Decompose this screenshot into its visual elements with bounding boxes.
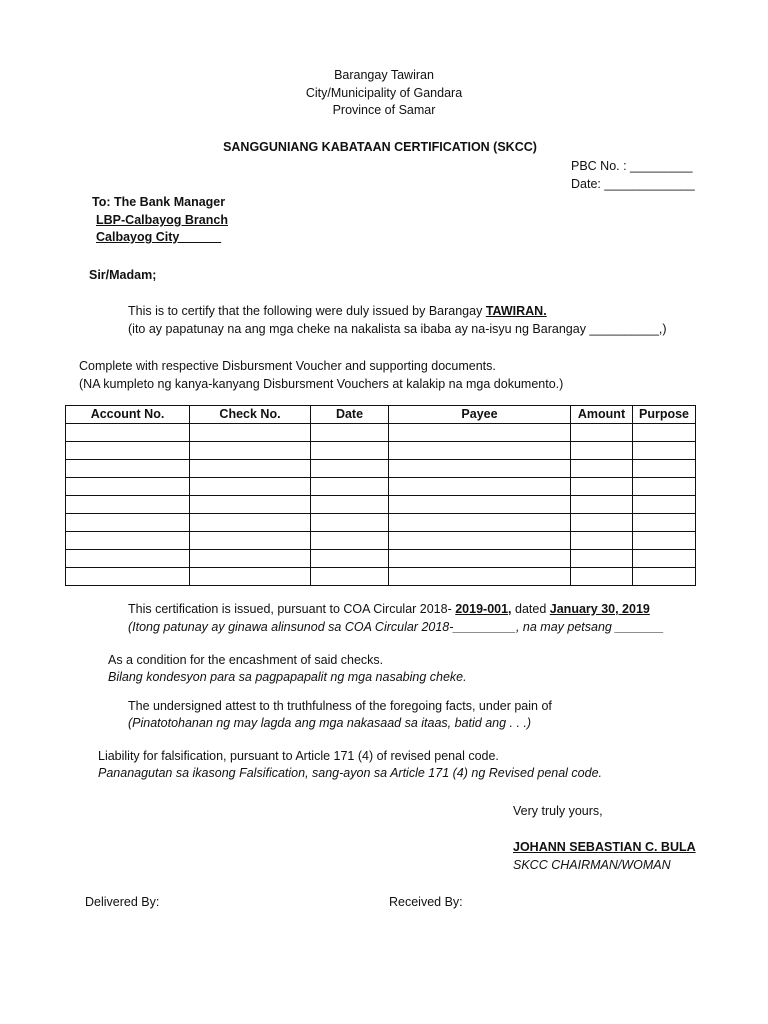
complete-statement: Complete with respective Disbursment Voucher and supporting documents. [79,359,496,373]
column-header: Date [311,406,389,424]
table-cell [66,460,190,478]
received-by-label: Received By: [389,895,463,909]
table-cell [633,460,696,478]
table-cell [571,442,633,460]
table-cell [66,442,190,460]
table-cell [389,478,571,496]
table-cell [311,424,389,442]
delivered-by-label: Delivered By: [85,895,160,909]
table-cell [389,424,571,442]
table-cell [311,514,389,532]
signatory-position: SKCC CHAIRMAN/WOMAN [513,858,671,872]
table-row [66,424,696,442]
table-row [66,514,696,532]
table-cell [190,532,311,550]
table-cell [633,496,696,514]
addressee-branch: LBP-Calbayog Branch [96,213,228,227]
liability-statement: Liability for falsification, pursuant to Article 171 (4) of revised penal code. [98,749,499,763]
salutation: Sir/Madam; [89,268,157,282]
table-row [66,550,696,568]
issued-dated: dated [511,602,550,616]
document-title: SANGGUNIANG KABATAAN CERTIFICATION (SKCC) [223,140,537,154]
table-cell [311,496,389,514]
liability-translation: Pananagutan sa ikasong Falsification, sang-ayon sa Article 171 (4) ng Revised penal code. [98,766,603,780]
table-cell [633,514,696,532]
table-cell [571,460,633,478]
addressee-title: To: The Bank Manager [92,195,226,209]
table-cell [66,532,190,550]
checks-table [65,405,696,586]
table-cell [66,514,190,532]
condition-translation: Bilang kondesyon para sa pagpapapalit ng mga nasabing cheke. [108,670,467,684]
table-cell [190,442,311,460]
column-header: Check No. [190,406,311,424]
table-cell [311,568,389,586]
municipality-name: City/Municipality of Gandara [305,86,463,100]
table-cell [190,424,311,442]
table-cell [389,550,571,568]
table-cell [633,442,696,460]
addressee-city: Calbayog City______ [96,230,222,244]
table-cell [66,478,190,496]
column-header: Account No. [66,406,190,424]
table-row [66,478,696,496]
circular-date: January 30, 2019 [549,602,650,616]
table-cell [66,568,190,586]
table-cell [633,550,696,568]
table-cell [311,460,389,478]
table-row [66,568,696,586]
table-cell [190,460,311,478]
table-cell [389,514,571,532]
certify-barangay: TAWIRAN. [485,304,547,318]
table-cell [389,496,571,514]
condition-statement: As a condition for the encashment of said checks. [108,653,384,667]
table-cell [633,568,696,586]
table-cell [190,496,311,514]
table-cell [571,514,633,532]
document-date: Date: _____________ [571,177,695,191]
table-row [66,442,696,460]
table-cell [190,550,311,568]
certify-text: This is to certify that the following were duly issued by Barangay [128,304,486,318]
attest-statement: The undersigned attest to th truthfulness of the foregoing facts, under pain of [128,699,552,713]
table-cell [571,496,633,514]
table-cell [389,568,571,586]
table-cell [311,550,389,568]
table-header-row [66,406,696,424]
table-cell [66,496,190,514]
circular-number: 2019-001, [455,602,512,616]
table-cell [571,550,633,568]
table-row [66,532,696,550]
table-cell [571,424,633,442]
column-header: Amount [571,406,633,424]
table-cell [571,532,633,550]
table-row [66,460,696,478]
province-name: Province of Samar [332,103,436,117]
attest-translation: (Pinatotohanan ng may lagda ang mga nakasaad sa itaas, batid ang . . .) [128,716,532,730]
table-row [66,496,696,514]
pbc-number: PBC No. : _________ [571,159,693,173]
barangay-name: Barangay Tawiran [334,68,434,82]
valediction: Very truly yours, [513,804,603,818]
table-cell [311,442,389,460]
issued-text: This certification is issued, pursuant to COA Circular 2018- [128,602,456,616]
table-cell [190,568,311,586]
table-cell [571,568,633,586]
issued-translation: (Itong patunay ay ginawa alinsunod sa COA Circular 2018-_________, na may petsang _______ [128,620,665,634]
table-cell [389,460,571,478]
table-cell [190,478,311,496]
table-cell [66,550,190,568]
table-cell [66,424,190,442]
table-cell [311,478,389,496]
issued-statement [128,603,650,616]
table-cell [190,514,311,532]
certify-statement [128,305,547,318]
table-cell [389,442,571,460]
table-cell [389,532,571,550]
signatory-name: JOHANN SEBASTIAN C. BULA [513,840,696,854]
table-cell [633,532,696,550]
certify-translation: (ito ay papatunay na ang mga cheke na nakalista sa ibaba ay na-isyu ng Barangay __________,) [128,322,667,336]
table-cell [633,424,696,442]
table-cell [311,532,389,550]
column-header: Purpose [633,406,696,424]
column-header: Payee [389,406,571,424]
complete-translation: (NA kumpleto ng kanya-kanyang Disbursment Vouchers at kalakip na mga dokumento.) [79,377,564,391]
table-cell [633,478,696,496]
table-cell [571,478,633,496]
